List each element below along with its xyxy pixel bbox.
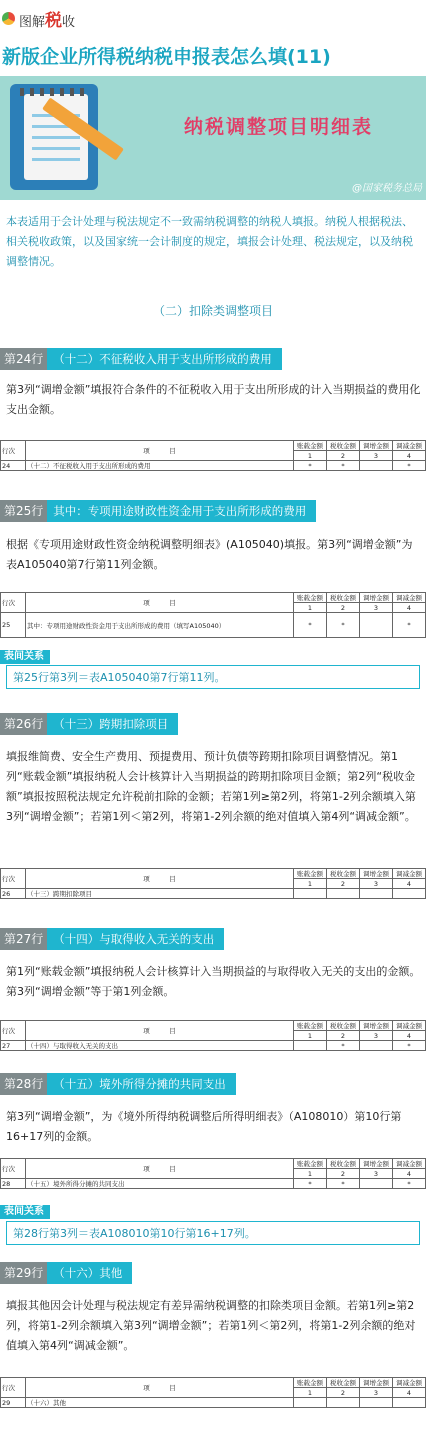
table-row: 29 （十六）其他 [1, 1398, 426, 1408]
row-title: （十四）与取得收入无关的支出 [47, 928, 224, 950]
row-heading-24 [0, 348, 282, 370]
row-number: 第26行 [0, 713, 47, 735]
form-table-24: 行次 项 目 账载金额 税收金额 调增金额 调减金额 1 2 3 4 24 （十二）不征税收入用于支出所形成的费用 * * * [0, 440, 426, 471]
section-heading: （二）扣除类调整项目 [152, 304, 273, 318]
row-heading-28 [0, 1073, 236, 1095]
row-heading-26 [0, 713, 178, 735]
row-description: 第1列“账载金额”填报纳税人会计核算计入当期损益的与取得收入无关的支出的金额。第3列“调增金额”等于第1列金额。 [6, 965, 421, 998]
row-heading-29 [0, 1262, 132, 1284]
table-row: 26 （十三）跨期扣除项目 [1, 889, 426, 899]
row-description: 第3列“调增金额”填报符合条件的不征税收入用于支出所形成的计入当期损益的费用化支出金额。 [6, 383, 421, 416]
form-table-27: 行次 项 目 账载金额 税收金额 调增金额 调减金额 1 2 3 4 27 （十四）与取得收入无关的支出 * * [0, 1020, 426, 1051]
logo-icon [2, 12, 15, 25]
intro-text: 本表适用于会计处理与税法规定不一致需纳税调整的纳税人填报。纳税人根据税法、相关税收政策，以及国家统一会计制度的规定，填报会计处理、税法规定，以及纳税调整情况。 [6, 215, 413, 268]
table-row: 28 （十五）境外所得分摊的共同支出 * * * [1, 1179, 426, 1189]
row-description: 根据《专项用途财政性资金纳税调整明细表》(A105040)填报。第3列“调增金额”为表A105040第7行第11列金额。 [6, 538, 413, 571]
row-number: 第25行 [0, 500, 47, 522]
relation-tag: 表间关系 [0, 650, 50, 664]
row-heading-27 [0, 928, 224, 950]
row-title: （十六）其他 [47, 1262, 132, 1284]
row-number: 第27行 [0, 928, 47, 950]
form-table-28: 行次 项 目 账载金额 税收金额 调增金额 调减金额 1 2 3 4 28 （十五）境外所得分摊的共同支出 * * * [0, 1158, 426, 1189]
row-title: （十三）跨期扣除项目 [47, 713, 178, 735]
row-heading-25 [0, 500, 316, 522]
table-row: 25 其中：专项用途财政性资金用于支出所形成的费用（填写A105040） * * * [1, 613, 426, 638]
form-table-29: 行次 项 目 账载金额 税收金额 调增金额 调减金额 1 2 3 4 29 （十六）其他 [0, 1377, 426, 1408]
page-title: 新版企业所得税纳税申报表怎么填(11) [2, 46, 331, 68]
form-table-25: 行次 项 目 账载金额 税收金额 调增金额 调减金额 1 2 3 4 25 其中：专项用途财政性资金用于支出所形成的费用（填写A105040） * * * [0, 592, 426, 638]
row-number: 第24行 [0, 348, 47, 370]
row-title: 其中：专项用途财政性资金用于支出所形成的费用 [47, 500, 316, 522]
row-number: 第29行 [0, 1262, 47, 1284]
form-table-26: 行次 项 目 账载金额 税收金额 调增金额 调减金额 1 2 3 4 26 （十三）跨期扣除项目 [0, 868, 426, 899]
row-description: 填报维简费、安全生产费用、预提费用、预计负债等跨期扣除项目调整情况。第1列“账载金额”填报纳税人会计核算计入当期损益的跨期扣除项目金额；第2列“税收金额”填报按照税法规定允许税前扣除的金额；若第1列≥第2列，将第1-2列余额填入第3列“调增金额”；若第1列＜第2列，将第1-2列余额的绝对值填入第4列“调减金额”。 [6, 750, 416, 823]
banner [0, 76, 426, 200]
logo-text: 图解税收 [19, 10, 76, 31]
row-title: （十二）不征税收入用于支出所形成的费用 [47, 348, 282, 370]
row-description: 填报其他因会计处理与税法规定有差异需纳税调整的扣除类项目金额。若第1列≥第2列，将第1-2列余额填入第3列“调增金额”；若第1列＜第2列，将第1-2列余额的绝对值填入第4列“调减金额”。 [6, 1299, 416, 1352]
relation-box: 第25行第3列＝表A105040第7行第11列。 [6, 665, 420, 689]
row-description: 第3列“调增金额”，为《境外所得纳税调整后所得明细表》（A108010）第10行第16+17列的金额。 [6, 1110, 402, 1143]
banner-source: @国家税务总局 [352, 183, 422, 194]
row-number: 第28行 [0, 1073, 47, 1095]
table-row: 24 （十二）不征税收入用于支出所形成的费用 * * * [1, 461, 426, 471]
banner-title: 纳税调整项目明细表 [184, 116, 374, 138]
relation-box: 第28行第3列＝表A108010第10行第16+17列。 [6, 1221, 420, 1245]
table-row: 27 （十四）与取得收入无关的支出 * * [1, 1041, 426, 1051]
logo [0, 6, 75, 30]
row-title: （十五）境外所得分摊的共同支出 [47, 1073, 236, 1095]
relation-tag: 表间关系 [0, 1205, 50, 1219]
